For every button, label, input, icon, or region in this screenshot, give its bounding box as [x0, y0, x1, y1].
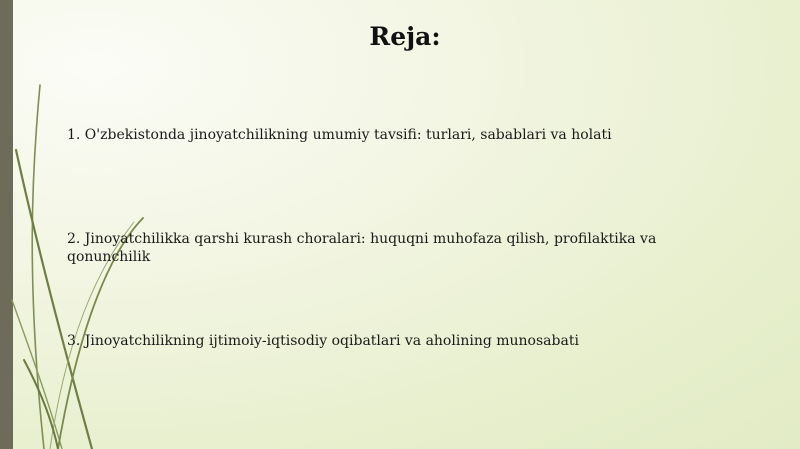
plan-item-3: 3. Jinoyatchilikning ijtimoiy-iqtisodiy oqibatlari va aholining munosabati — [67, 333, 579, 349]
slide-title: Reja: — [369, 22, 441, 51]
plan-item-1: 1. O'zbekistonda jinoyatchilikning umumiy tavsifi: turlari, sabablari va holati — [67, 127, 612, 143]
grass-decoration — [0, 0, 180, 449]
plan-item-2: 2. Jinoyatchilikka qarshi kurash choralari: huquqni muhofaza qilish, profilaktika va qonunchilik — [67, 231, 657, 265]
left-accent-bar — [0, 0, 13, 449]
